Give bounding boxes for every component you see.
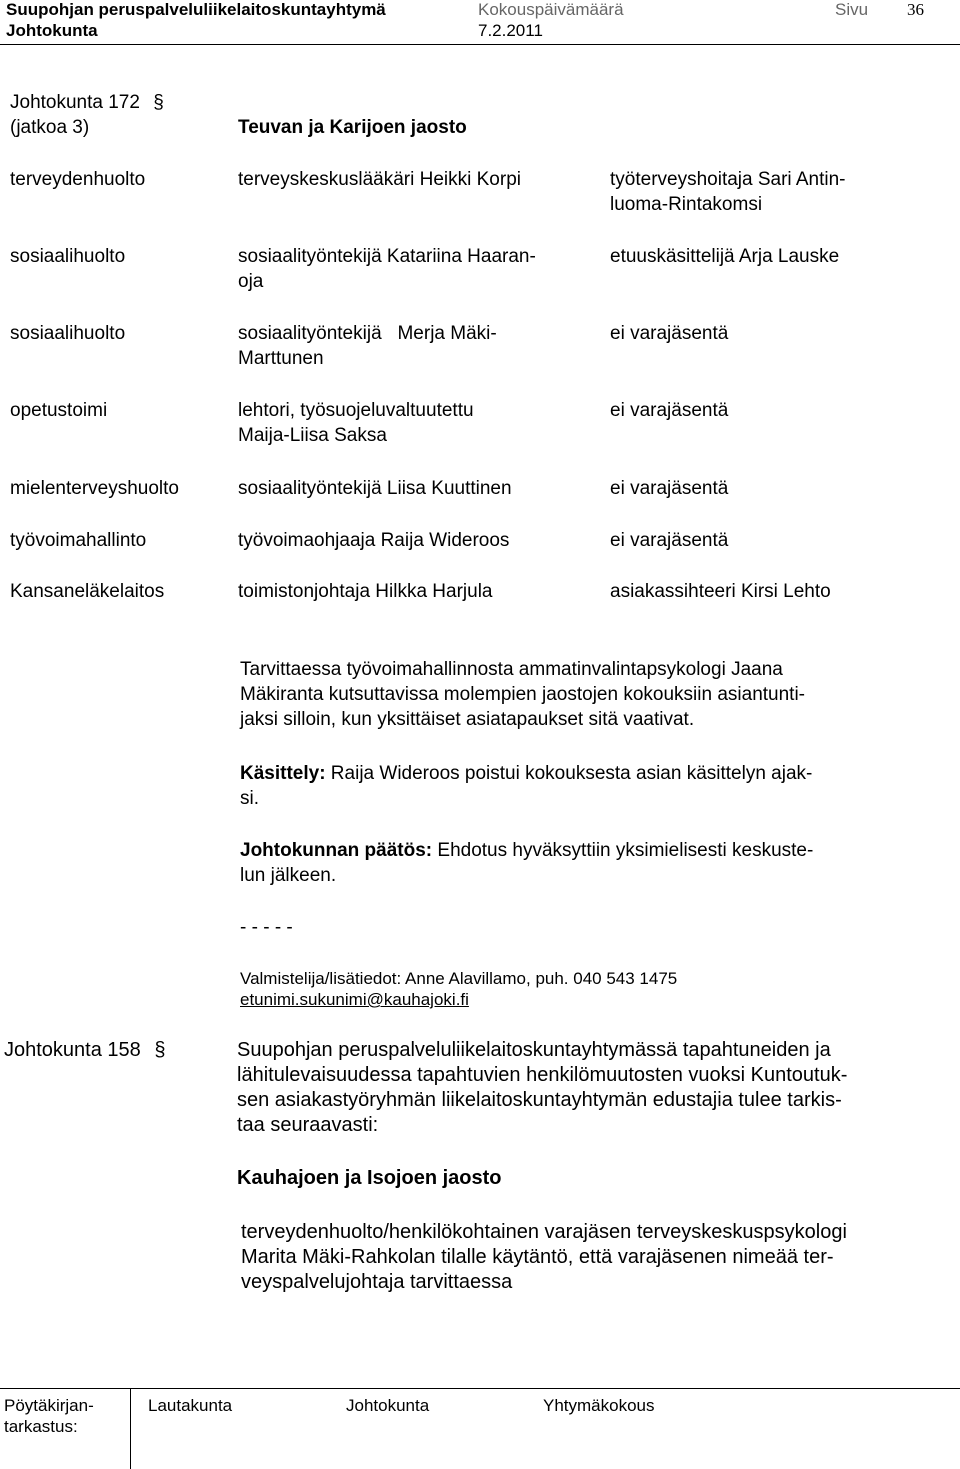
handling-line <box>240 761 812 786</box>
section2-ref <box>4 1038 165 1063</box>
footer-divider <box>130 1388 131 1469</box>
email-link-text[interactable]: etunimi.sukunimi@kauhajoki.fi <box>240 990 469 1009</box>
footer-check-label: Pöytäkirjan- <box>4 1396 94 1415</box>
row-deputy: ei varajäsentä <box>610 530 729 551</box>
section-mark-icon: § <box>153 92 164 113</box>
row-member: sosiaalityöntekijä Liisa Kuuttinen <box>238 478 512 499</box>
footer-col-board: Lautakunta <box>148 1396 233 1415</box>
intro-line: lähitulevaisuudessa tapahtuvien henkilömuutosten vuoksi Kuntoutuk- <box>237 1064 848 1086</box>
intro-line: taa seuraavasti: <box>237 1114 379 1136</box>
expert-line: jaksi silloin, kun yksittäiset asiatapaukset sitä vaativat. <box>240 709 695 730</box>
row-area: sosiaalihuolto <box>10 246 126 267</box>
row-member-cont: oja <box>238 271 264 292</box>
row-deputy: asiakassihteeri Kirsi Lehto <box>610 581 831 602</box>
header-page-label: Sivu <box>835 0 869 19</box>
section2-title: Kauhajoen ja Isojoen jaosto <box>237 1167 502 1189</box>
section-ref-text: Johtokunta 172 <box>10 92 140 113</box>
intro-line: Suupohjan peruspalveluliikelaitoskuntayhtymässä tapahtuneiden ja <box>237 1039 831 1061</box>
row-deputy: ei varajäsentä <box>610 323 729 344</box>
section-ref-continuation: (jatkoa 3) <box>10 117 90 138</box>
row-deputy: ei varajäsentä <box>610 400 729 421</box>
header-date-label: Kokouspäivämäärä <box>478 0 624 19</box>
row-member: lehtori, työsuojeluvaltuutettu <box>238 400 474 421</box>
row-deputy: työterveyshoitaja Sari Antin- <box>610 169 846 190</box>
row-member: sosiaalityöntekijä Katariina Haaran- <box>238 246 536 267</box>
header-organization: Suupohjan peruspalveluliikelaitoskuntayhtymä <box>6 0 386 19</box>
row-member: toimistonjohtaja Hilkka Harjula <box>238 581 493 602</box>
detail-line: terveydenhuolto/henkilökohtainen varajäsen terveyskeskuspsykologi <box>241 1221 847 1243</box>
section2-ref-text: Johtokunta 158 <box>4 1039 141 1061</box>
email-link[interactable] <box>240 989 469 1010</box>
row-area: työvoimahallinto <box>10 530 147 551</box>
row-deputy-cont: luoma-Rintakomsi <box>610 194 763 215</box>
row-deputy: etuuskäsittelijä Arja Lauske <box>610 246 840 267</box>
row-member: terveyskeskuslääkäri Heikki Korpi <box>238 169 521 190</box>
preparer-info: Valmistelija/lisätiedot: Anne Alavillamo, puh. 040 543 1475 <box>240 969 678 988</box>
row-area: sosiaalihuolto <box>10 323 126 344</box>
header-page-number: 36 <box>907 0 924 19</box>
row-member-cont: Marttunen <box>238 348 324 369</box>
expert-line: Tarvittaessa työvoimahallinnosta ammatinvalintapsykologi Jaana <box>240 659 783 680</box>
separator-dashes: - - - - - <box>240 917 293 938</box>
expert-line: Mäkiranta kutsuttavissa molempien jaostojen kokouksiin asiantunti- <box>240 684 805 705</box>
row-member-cont: Maija-Liisa Saksa <box>238 425 387 446</box>
footer-check-label-cont: tarkastus: <box>4 1417 78 1436</box>
handling-text-cont: si. <box>240 788 259 809</box>
footer-rule <box>0 1388 960 1389</box>
row-area: mielenterveyshuolto <box>10 478 179 499</box>
section-ref <box>10 90 164 115</box>
section2-mark-icon: § <box>154 1039 166 1061</box>
decision-line <box>240 838 813 863</box>
footer-col-assembly: Yhtymäkokous <box>543 1396 655 1415</box>
row-deputy: ei varajäsentä <box>610 478 729 499</box>
header-date: 7.2.2011 <box>478 21 543 40</box>
detail-line: Marita Mäki-Rahkolan tilalle käytäntö, että varajäsenen nimeää ter- <box>241 1246 834 1268</box>
decision-text: Ehdotus hyväksyttiin yksimielisesti keskuste- <box>432 840 814 861</box>
row-member: työvoimaohjaaja Raija Wideroos <box>238 530 510 551</box>
row-area: opetustoimi <box>10 400 108 421</box>
header-body: Johtokunta <box>6 21 98 40</box>
detail-line: veyspalvelujohtaja tarvittaessa <box>241 1271 513 1293</box>
header-rule <box>0 44 960 45</box>
row-area: Kansaneläkelaitos <box>10 581 165 602</box>
footer-col-directors: Johtokunta <box>346 1396 430 1415</box>
section-title: Teuvan ja Karijoen jaosto <box>238 117 467 138</box>
row-area: terveydenhuolto <box>10 169 146 190</box>
row-member: sosiaalityöntekijä Merja Mäki- <box>238 323 497 344</box>
intro-line: sen asiakastyöryhmän liikelaitoskuntayhtymän edustajia tulee tarkis- <box>237 1089 842 1111</box>
decision-label: Johtokunnan päätös: <box>240 840 433 861</box>
decision-text-cont: lun jälkeen. <box>240 865 337 886</box>
handling-label: Käsittely: <box>240 763 326 784</box>
handling-text: Raija Wideroos poistui kokouksesta asian käsittelyn ajak- <box>325 763 813 784</box>
